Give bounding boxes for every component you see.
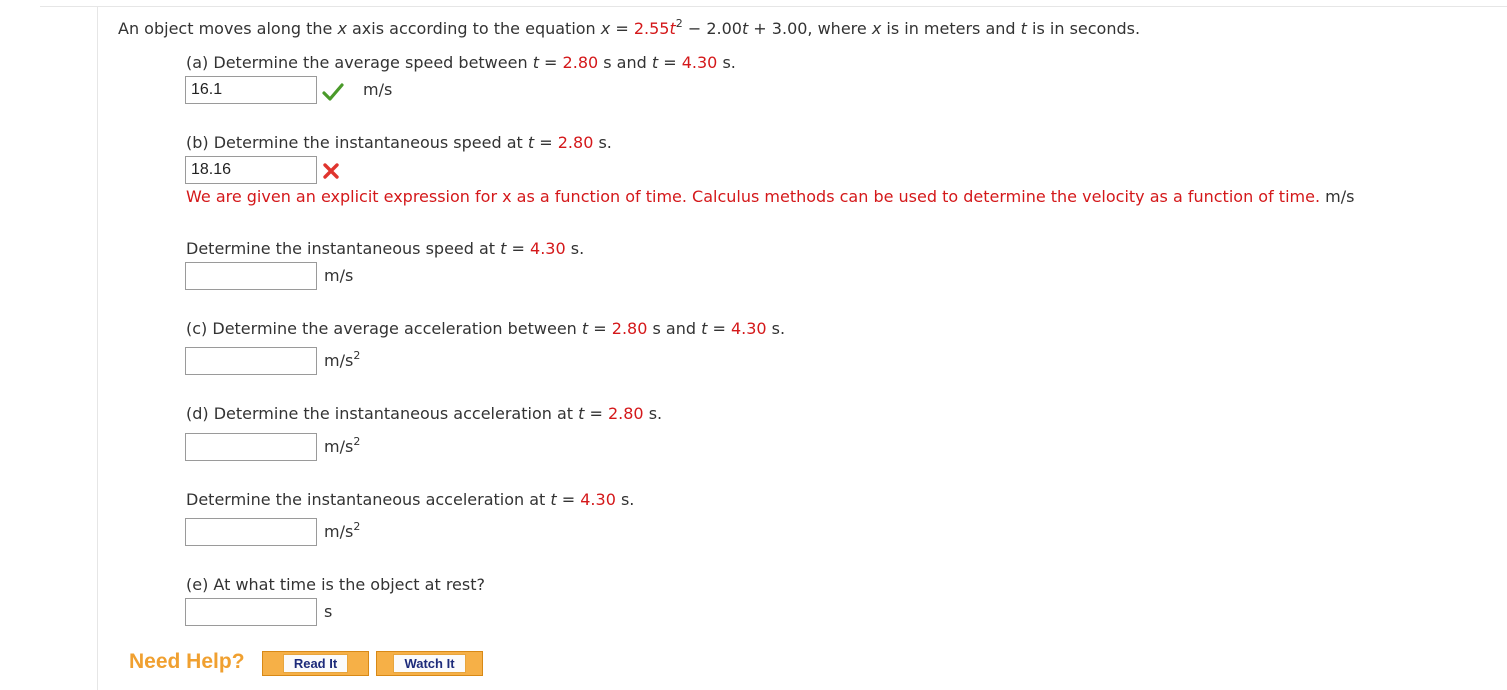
intro-text: axis according to the equation: [346, 19, 601, 38]
watch-it-label: Watch It: [393, 654, 465, 673]
part-d2-unit: $m/s^2$: [324, 519, 361, 541]
incorrect-x-icon: [322, 162, 340, 180]
part-b-answer-field[interactable]: 18.16: [185, 156, 317, 184]
part-c-answer-field[interactable]: [185, 347, 317, 375]
read-it-label: Read It: [283, 654, 348, 673]
part-b-unit: m/s: [1320, 187, 1355, 206]
part-a-prompt: (a) Determine the average speed between t = 2.80 s and t = 4.30 s.: [186, 53, 736, 72]
part-c-prompt: (c) Determine the average acceleration between t = 2.80 s and t = 4.30 s.: [186, 319, 786, 338]
part-d2-answer-field[interactable]: [185, 518, 317, 546]
part-d2-prompt: Determine the instantaneous acceleration at t = 4.30 s.: [186, 490, 635, 509]
read-it-button[interactable]: [262, 651, 369, 676]
feedback-text: We are given an explicit expression for x as a function of time. Calculus methods can be used to determine the velocity as a function of time.: [186, 187, 1321, 206]
part-e-answer-field[interactable]: [185, 598, 317, 626]
part-c-unit: $m/s^2$: [324, 348, 361, 370]
equation: $x = 2.55t^2 - 2.00t + 3.00$: [600, 16, 808, 38]
question-statement: An object moves along the x axis according to the equation $x = 2.55t^2 - 2.00t + 3.00$, where x is in meters and t is in seconds.: [118, 16, 1141, 38]
part-b-feedback: [186, 187, 1354, 206]
left-divider: [97, 6, 98, 690]
part-d-unit: $m/s^2$: [324, 434, 361, 456]
part-b2-prompt: Determine the instantaneous speed at t = 4.30 s.: [186, 239, 585, 258]
part-b-prompt: (b) Determine the instantaneous speed at t = 2.80 s.: [186, 133, 612, 152]
need-help-label: Need Help?: [129, 650, 245, 673]
part-b2-answer-field[interactable]: [185, 262, 317, 290]
check-icon: [322, 83, 344, 101]
part-e-prompt: (e) At what time is the object at rest?: [186, 575, 485, 594]
part-b2-unit: m/s: [324, 266, 354, 285]
var-x: x: [337, 19, 347, 38]
part-e-unit: s: [324, 602, 333, 621]
part-a-answer-field[interactable]: 16.1: [185, 76, 317, 104]
part-d-prompt: (d) Determine the instantaneous acceleration at t = 2.80 s.: [186, 404, 663, 423]
watch-it-button[interactable]: [376, 651, 483, 676]
top-divider: [40, 6, 1507, 7]
intro-text: An object moves along the: [118, 19, 338, 38]
part-d-answer-field[interactable]: [185, 433, 317, 461]
part-a-unit: m/s: [363, 80, 393, 99]
